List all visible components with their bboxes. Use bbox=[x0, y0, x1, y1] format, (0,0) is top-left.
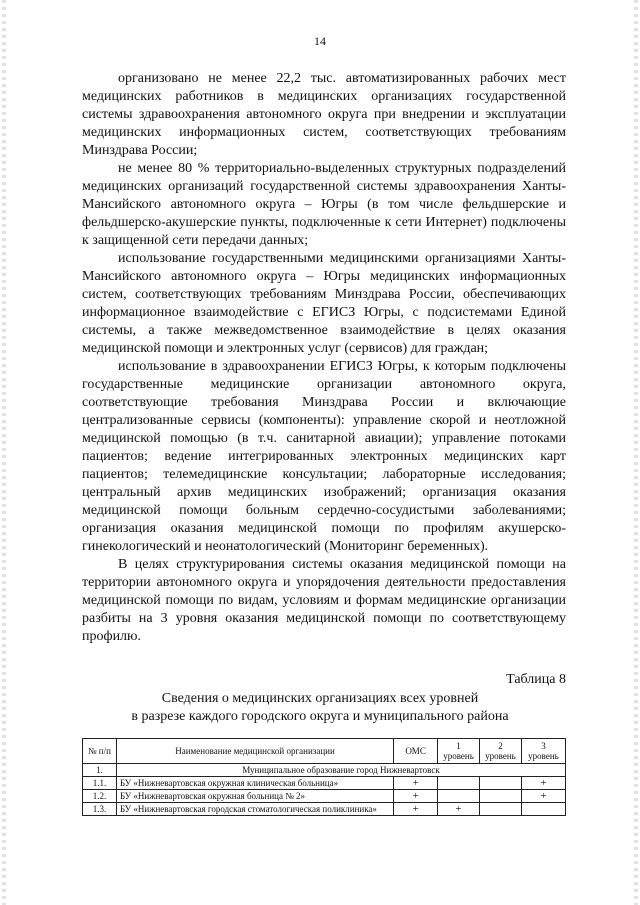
row-level-3 bbox=[521, 803, 565, 816]
table-label: Таблица 8 bbox=[506, 672, 566, 687]
row-oms: + bbox=[394, 777, 438, 790]
table-header-row bbox=[83, 739, 566, 764]
right-scan-edge bbox=[634, 0, 638, 905]
table-row bbox=[83, 777, 566, 790]
paragraph-2: не менее 80 % территориально-выделенных структурных подразделений медицинских организаций государственной системы здравоохранения Ханты-Мансийского автономного округа – Югры (в том числе фельдшерские и фельдшерско-акушерские пункты, подключенные к сети Интернет) подключены к защищенной сети передачи данных; bbox=[82, 161, 566, 248]
row-level-2 bbox=[480, 790, 522, 803]
table-section-row bbox=[83, 764, 566, 777]
row-org-name: БУ «Нижневартовская окружная клиническая больница» bbox=[116, 777, 393, 790]
paragraph-4: использование в здравоохранении ЕГИСЗ Югры, к которым подключены государственные медицинские организации автономного округа, соответствующие требования Минздрава России и включающие централизованные сервисы (компоненты): управление скорой и неотложной медицинской помощью (в т.ч. санитарной авиации); управление потоками пациентов; ведение интегрированных электронных медицинских карт пациентов; телемедицинские консультации; лабораторные исследования; центральный архив медицинских изображений; организация оказания медицинской помощи больным сердечно-сосудистыми заболеваниями; организация оказания медицинской помощи по профилям акушерско-гинекологический и неонатологический (Мониторинг беременных). bbox=[82, 359, 566, 554]
row-level-3: + bbox=[521, 790, 565, 803]
table-caption-line-2: в разрезе каждого городского округа и муниципального района bbox=[131, 709, 509, 724]
table-row bbox=[83, 790, 566, 803]
row-level-1: + bbox=[438, 803, 480, 816]
row-org-name: БУ «Нижневартовская окружная больница № 2» bbox=[116, 790, 393, 803]
header-level-3: 3 уровень bbox=[521, 739, 565, 764]
header-level-2: 2 уровень bbox=[480, 739, 522, 764]
header-level-1: 1 уровень bbox=[438, 739, 480, 764]
row-num: 1.3. bbox=[83, 803, 117, 816]
row-num: 1.1. bbox=[83, 777, 117, 790]
header-oms: ОМС bbox=[394, 739, 438, 764]
page-number: 14 bbox=[314, 34, 326, 48]
body-text bbox=[82, 70, 566, 646]
left-scan-edge bbox=[2, 0, 6, 905]
header-name: Наименование медицинской организации bbox=[116, 739, 393, 764]
row-level-2 bbox=[480, 803, 522, 816]
row-level-2 bbox=[480, 777, 522, 790]
row-num: 1.2. bbox=[83, 790, 117, 803]
paragraph-3: использование государственными медицинскими организациями Ханты-Мансийского автономного округа – Югры медицинских информационных систем, соответствующих требованиям Минздрава России, обеспечивающих информационное взаимодействие с ЕГИСЗ Югры, с подсистемами Единой системы, а также межведомственное взаимодействие в целях оказания медицинской помощи и электронных услуг (сервисов) для граждан; bbox=[82, 251, 566, 356]
table-caption-line-1: Сведения о медицинских организациях всех уровней bbox=[161, 691, 479, 706]
row-level-1 bbox=[438, 777, 480, 790]
row-level-1 bbox=[438, 790, 480, 803]
organizations-table bbox=[82, 738, 566, 816]
section-num: 1. bbox=[83, 764, 117, 777]
row-oms: + bbox=[394, 803, 438, 816]
table-row bbox=[83, 803, 566, 816]
header-num: № п/п bbox=[83, 739, 117, 764]
row-org-name: БУ «Нижневартовская городская стоматологическая поликлиника» bbox=[116, 803, 393, 816]
row-level-3: + bbox=[521, 777, 565, 790]
section-title: Муниципальное образование город Нижневартовск bbox=[116, 764, 565, 777]
paragraph-1: организовано не менее 22,2 тыс. автоматизированных рабочих мест медицинских работников в медицинских организациях государственной системы здравоохранения автономного округа при внедрении и эксплуатации медицинских информационных систем, соответствующих требованиям Минздрава России; bbox=[82, 71, 566, 158]
table-caption bbox=[0, 690, 640, 726]
row-oms: + bbox=[394, 790, 438, 803]
paragraph-5: В целях структурирования системы оказания медицинской помощи на территории автономного округа и упорядочения деятельности предоставления медицинской помощи по видам, условиям и формам медицинские организации разбиты на 3 уровня оказания медицинской помощи по соответствующему профилю. bbox=[82, 557, 566, 644]
